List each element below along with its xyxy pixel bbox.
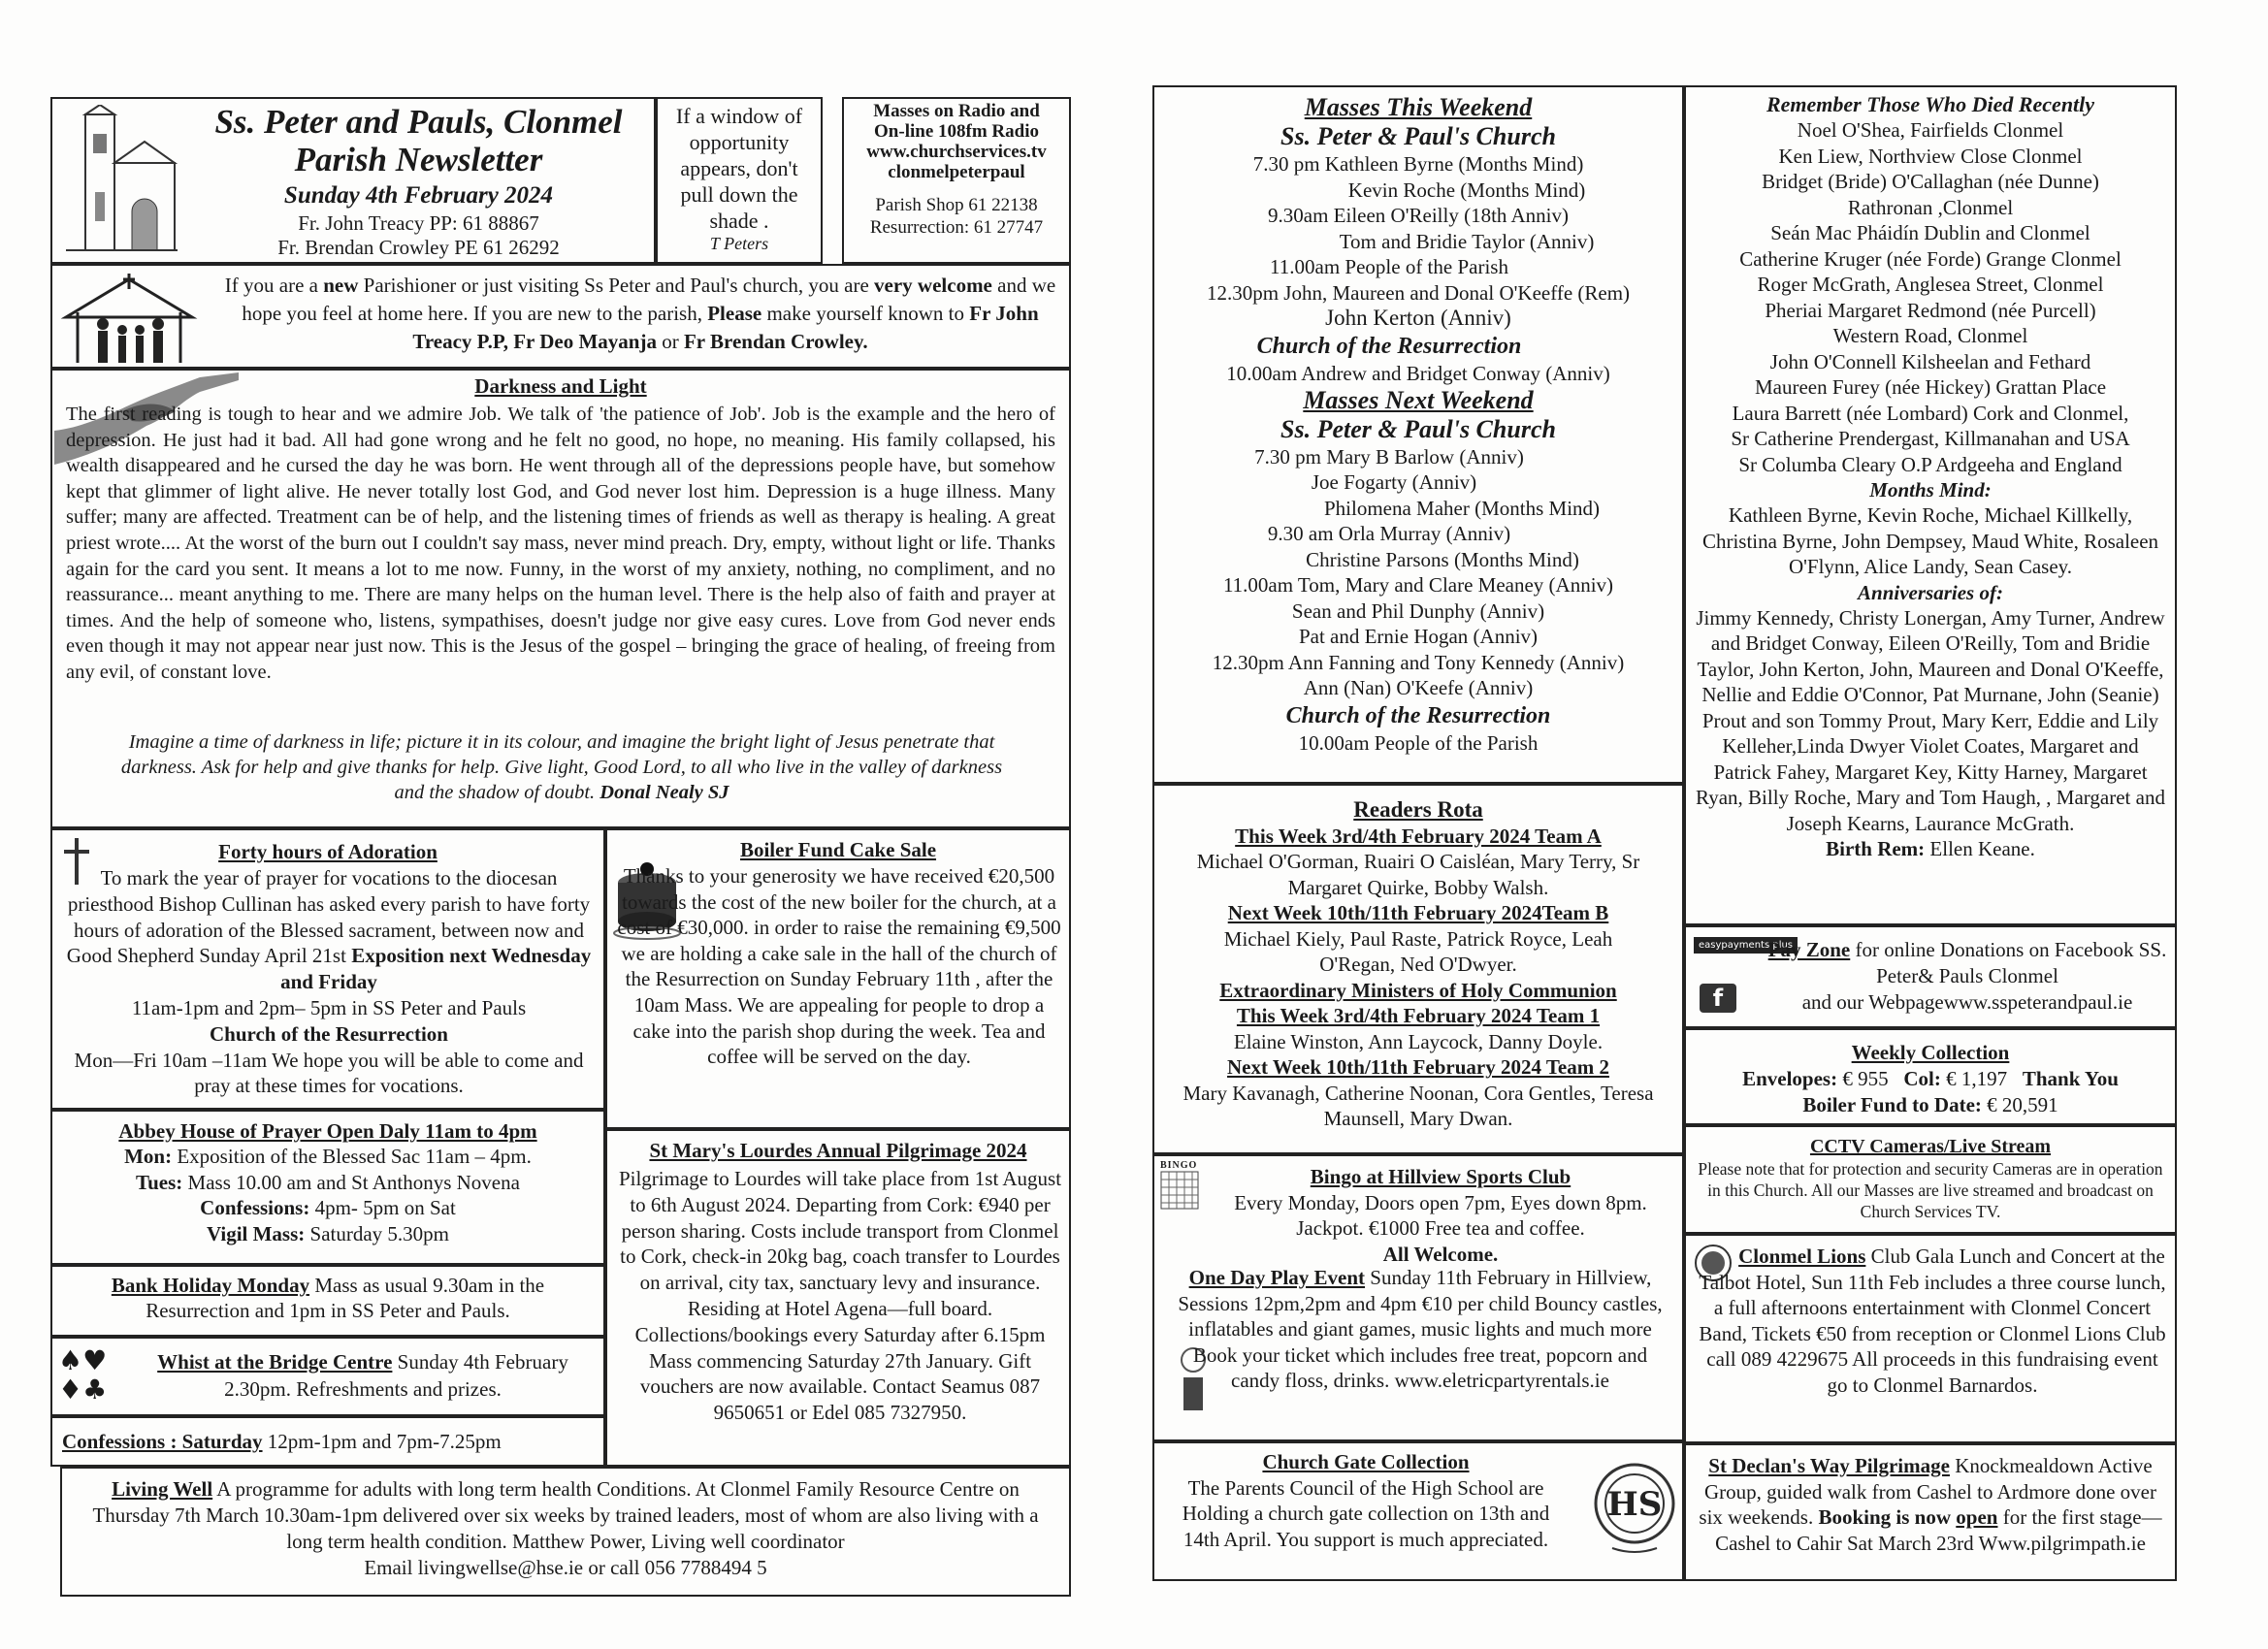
welcome-very-welcome: very welcome bbox=[874, 274, 992, 297]
remember-line: Ken Liew, Northview Close Clonmel bbox=[1778, 144, 2083, 168]
remember-line: Bridget (Bride) O'Callaghan (née Dunne) bbox=[1762, 170, 2099, 193]
payzone-body2[interactable]: and our Webpagewww.sspeterandpaul.ie bbox=[1801, 990, 2133, 1014]
readers-h1: This Week 3rd/4th February 2024 Team A bbox=[1235, 824, 1602, 848]
remember-list bbox=[1686, 117, 2175, 477]
bank-holiday-box bbox=[50, 1265, 605, 1337]
collection-title: Weekly Collection bbox=[1851, 1041, 2010, 1064]
masses-box bbox=[1152, 85, 1684, 784]
church-gate-box bbox=[1152, 1441, 1684, 1581]
envelopes-label: Envelopes: bbox=[1742, 1067, 1838, 1090]
family-church-icon bbox=[56, 274, 202, 366]
play-title: One Day Play Event bbox=[1188, 1266, 1366, 1289]
living-title: Living Well bbox=[112, 1477, 213, 1501]
abbey-conf-label: Confessions: bbox=[200, 1196, 310, 1219]
welcome-p1: If you are a bbox=[224, 274, 324, 297]
gate-body: The Parents Council of the High School are Holding a church gate collection on 13th and 14th April. You support is much appreciated. bbox=[1182, 1475, 1550, 1551]
mass-line: Christine Parsons (Months Mind) bbox=[1306, 547, 1579, 571]
play-body: Sunday 11th February in Hillview, Sessions 12pm,2pm and 4pm €10 per child Bouncy castles, inflatables and giant games, music lights and much more Book your ticket which includes free treat, popcorn and candy floss, drinks. www.eletricpartyrentals.ie bbox=[1178, 1266, 1663, 1392]
remember-line: Pheriai Margaret Redmond (née Purcell) bbox=[1765, 298, 2096, 322]
radio-line-4: clonmelpeterpaul bbox=[888, 162, 1025, 182]
col-label: Col: bbox=[1903, 1067, 1941, 1090]
masses-church3: Ss. Peter & Paul's Church bbox=[1280, 414, 1556, 443]
card-suits-icon: ♠♥ ♦♣ bbox=[58, 1344, 108, 1406]
newsletter-title: Ss. Peter and Pauls, Clonmel bbox=[214, 103, 623, 141]
darkness-title: Darkness and Light bbox=[474, 374, 647, 398]
cctv-title: CCTV Cameras/Live Stream bbox=[1809, 1136, 2052, 1157]
adoration-p2: 11am-1pm and 2pm– 5pm in SS Peter and Pauls bbox=[131, 995, 527, 1019]
cake-sale-box bbox=[605, 828, 1071, 1129]
living-well-box bbox=[60, 1467, 1071, 1597]
darkness-body: The first reading is tough to hear and we admire Job. We talk of 'the patience of Job'. Job is the example and the hero of depression. He just had it bad. All had gone wrong and he felt no good, no hope, no meaning. His family collapsed, his wealth disappeared and he cursed the day he was born. He went through all of the depressions people have, but somehow kept that glimmer of light alive. He never totally lost God, and God never lost him. Depression is a huge illness. Many suffer; many are affected. Treatment can be of help, and the listening times of friends as well as therapy is healing. A great priest wrote.... At the worst of the burn out I couldn't say mass, never mind preach. Dry, empty, without light or life. Thanks again for the card you sent. It means a lot to me now. Funny, in the worst of my anxiety, nothing, no compliment, and no reassurance... meant anything to me. There are many helps on the human level. There is the help also of faith and prayer at times. And the help of someone who, listens, sympathises, doesn't judge nor give easy cures. Love from God never ends even though it may not appear near just now. This is the Jesus of the gospel – bringing the grace of healing, of freeing from any evil, of constant love. bbox=[66, 404, 1055, 683]
newsletter-subtitle: Parish Newsletter bbox=[294, 141, 543, 178]
bingo-body: Every Monday, Doors open 7pm, Eyes down 8pm. Jackpot. €1000 Free tea and coffee. bbox=[1234, 1190, 1647, 1240]
remember-line: John O'Connell Kilsheelan and Fethard bbox=[1769, 349, 2091, 373]
col-value: € 1,197 bbox=[1940, 1067, 2008, 1090]
resurrection-phone: Resurrection: 61 27747 bbox=[869, 217, 1044, 238]
weekly-collection-box bbox=[1684, 1028, 2177, 1125]
readers-h5: Next Week 10th/11th February 2024 Team 2 bbox=[1227, 1055, 1609, 1079]
remember-line: Noel O'Shea, Fairfields Clonmel bbox=[1797, 118, 2064, 142]
adoration-title: Forty hours of Adoration bbox=[218, 840, 437, 863]
radio-line-2: On-line 108fm Radio bbox=[874, 121, 1039, 142]
abbey-box bbox=[50, 1110, 605, 1265]
pe-contact: Fr. Brendan Crowley PE 61 26292 bbox=[277, 236, 560, 259]
confessions-box bbox=[50, 1416, 605, 1467]
mass-line: 9.30am Eileen O'Reilly (18th Anniv) bbox=[1268, 204, 1569, 227]
mass-line: 9.30 am Orla Murray (Anniv) bbox=[1267, 522, 1511, 545]
lions-title: Clonmel Lions bbox=[1738, 1245, 1866, 1268]
parish-shop: Parish Shop 61 22138 bbox=[875, 195, 1038, 215]
declan-booking: Booking is now bbox=[1818, 1505, 1957, 1530]
readers-t1: Michael O'Gorman, Ruairi O Caisléan, Mary Terry, Sr Margaret Quirke, Bobby Walsh. bbox=[1196, 850, 1640, 899]
church-illustration bbox=[56, 105, 182, 260]
masses-title: Masses This Weekend bbox=[1304, 93, 1533, 121]
remember-line: Sr Columba Cleary O.P Ardgeeha and England bbox=[1738, 452, 2122, 476]
quote-box bbox=[656, 97, 823, 264]
remember-line: Catherine Kruger (née Forde) Grange Clonmel bbox=[1739, 246, 2122, 271]
bingo-icon bbox=[1160, 1160, 1203, 1210]
birth-rem: Ellen Keane. bbox=[1925, 837, 2035, 860]
payzone-title[interactable]: Pay Zone bbox=[1767, 938, 1851, 961]
abbey-vigil: Saturday 5.30pm bbox=[305, 1221, 450, 1245]
cake-title: Boiler Fund Cake Sale bbox=[739, 838, 937, 861]
remember-box bbox=[1684, 85, 2177, 925]
readers-h2: Next Week 10th/11th February 2024Team B bbox=[1227, 901, 1609, 924]
radio-line-3: www.churchservices.tv bbox=[866, 142, 1047, 162]
masses-res2: 10.00am People of the Parish bbox=[1298, 730, 1539, 755]
months-mind-title: Months Mind: bbox=[1869, 478, 1992, 501]
whist-body: Sunday 4th February 2.30pm. Refreshments and prizes. bbox=[224, 1350, 568, 1401]
anniversaries-title: Anniversaries of: bbox=[1858, 580, 2003, 604]
readers-box bbox=[1152, 784, 1684, 1154]
lourdes-box bbox=[605, 1129, 1071, 1467]
masses-week1 bbox=[1154, 151, 1682, 332]
welcome-box bbox=[50, 264, 1071, 369]
cctv-body: Please note that for protection and security Cameras are in operation in this Church. All our Masses are live streamed and broadcast on Church Services TV. bbox=[1698, 1159, 2163, 1221]
mass-line: Kevin Roche (Months Mind) bbox=[1347, 178, 1586, 202]
bank-body: Mass as usual 9.30am in the Resurrection and 1pm in SS Peter and Pauls. bbox=[146, 1274, 545, 1322]
remember-line: Western Road, Clonmel bbox=[1832, 324, 2028, 347]
quote-text: If a window of opportunity appears, don't pull down the shade . bbox=[675, 104, 803, 233]
readers-h3: Extraordinary Ministers of Holy Communion bbox=[1219, 978, 1617, 1002]
adoration-p3: Mon—Fri 10am –11am We hope you will be able to come and pray at these times for vocations. bbox=[74, 1048, 584, 1098]
lions-text bbox=[1696, 1244, 2169, 1399]
bank-title: Bank Holiday Monday bbox=[111, 1274, 310, 1297]
abbey-vigil-label: Vigil Mass: bbox=[206, 1221, 306, 1245]
masses-res1: 10.00am Andrew and Bridget Conway (Anniv) bbox=[1226, 361, 1610, 385]
darkness-light-box bbox=[50, 369, 1071, 828]
readers-t5: Mary Kavanagh, Catherine Noonan, Cora Gentles, Teresa Maunsell, Mary Dwan. bbox=[1183, 1081, 1654, 1130]
abbey-tues-label: Tues: bbox=[136, 1170, 183, 1194]
remember-line: Sr Catherine Prendergast, Killmanahan and USA bbox=[1731, 427, 2130, 450]
birth-rem-label: Birth Rem: bbox=[1826, 837, 1926, 860]
living-email: Email livingwellse@hse.ie or call 056 7788494 5 bbox=[364, 1556, 767, 1579]
mass-line: Sean and Phil Dunphy (Anniv) bbox=[1291, 598, 1545, 623]
welcome-text bbox=[217, 272, 1063, 356]
masses-church1: Ss. Peter & Paul's Church bbox=[1280, 122, 1556, 150]
bingo-welcome: All Welcome. bbox=[1382, 1242, 1499, 1266]
readers-t4: Elaine Winston, Ann Laycock, Danny Doyle. bbox=[1233, 1029, 1604, 1053]
masses-week2 bbox=[1154, 444, 1682, 701]
readers-h4: This Week 3rd/4th February 2024 Team 1 bbox=[1236, 1004, 1601, 1027]
remember-title: Remember Those Who Died Recently bbox=[1766, 92, 2095, 116]
darkness-author: Donal Nealy SJ bbox=[599, 782, 729, 803]
quote-author: T Peters bbox=[709, 234, 769, 253]
bingo-title: Bingo at Hillview Sports Club bbox=[1310, 1165, 1571, 1188]
adoration-box bbox=[50, 828, 605, 1110]
abbey-tues: Mass 10.00 am and St Anthonys Novena bbox=[182, 1170, 520, 1194]
radio-line-1: Masses on Radio and bbox=[873, 101, 1040, 121]
declan-body2: for the first stage—Cashel to Cahir Sat March 23rd Www.pilgrimpath.ie bbox=[1715, 1505, 2162, 1555]
gate-title: Church Gate Collection bbox=[1262, 1450, 1470, 1473]
welcome-name3: Fr Brendan Crowley. bbox=[683, 330, 868, 353]
mass-line: 7.30 pm Kathleen Byrne (Months Mind) bbox=[1252, 152, 1584, 176]
newsletter-date: Sunday 4th February 2024 bbox=[283, 182, 554, 209]
mass-line: 12.30pm Ann Fanning and Tony Kennedy (Anniv) bbox=[1212, 650, 1625, 674]
svg-text:HS: HS bbox=[1606, 1485, 1663, 1524]
remember-line: Seán Mac Pháidín Dublin and Clonmel bbox=[1770, 221, 2090, 244]
welcome-new: new bbox=[323, 274, 359, 297]
masses-title2: Masses Next Weekend bbox=[1303, 385, 1534, 414]
masthead-box bbox=[50, 97, 656, 264]
bingo-icon-text: BINGO bbox=[1160, 1160, 1198, 1171]
welcome-or: or bbox=[656, 330, 684, 353]
pp-contact: Fr. John Treacy PP: 61 88867 bbox=[298, 211, 539, 235]
payzone-box bbox=[1684, 925, 2177, 1028]
lions-box bbox=[1684, 1234, 2177, 1443]
thank-you: Thank You bbox=[2022, 1067, 2119, 1090]
living-body: A programme for adults with long term health Conditions. At Clonmel Family Resource Centre on Thursday 7th March 10.30am-1pm delivered over six weeks by trained leaders, most of whom are also living with a long term health condition. Matthew Power, Living well coordinator bbox=[92, 1477, 1039, 1553]
adoration-bold2: Church of the Resurrection bbox=[210, 1021, 448, 1046]
adoration-p1: To mark the year of prayer for vocations to the diocesan priesthood Bishop Cullinan has asked every parish to have forty hours of adoration of the Blessed sacrament, between now and Good Shepherd Sunday April 21st bbox=[66, 866, 591, 968]
welcome-please: Please bbox=[707, 302, 762, 325]
radio-box bbox=[842, 97, 1071, 264]
confessions-title: Confessions : Saturday bbox=[62, 1430, 263, 1453]
masses-church2: Church of the Resurrection bbox=[1256, 333, 1522, 359]
declan-open: open bbox=[1956, 1505, 1998, 1530]
declan-title: St Declan's Way Pilgrimage bbox=[1708, 1454, 1950, 1477]
readers-title: Readers Rota bbox=[1353, 797, 1483, 822]
mass-line: 7.30 pm Mary B Barlow (Anniv) bbox=[1254, 444, 1524, 469]
declan-body1: Knockmealdown Active Group, guided walk from Cashel to Ardmore done over six weekends. bbox=[1699, 1454, 2156, 1530]
st-declans-box bbox=[1684, 1443, 2177, 1581]
adoration-text bbox=[62, 865, 596, 1099]
lourdes-body: Pilgrimage to Lourdes will take place from 1st August to 6th August 2024. Departing from Cork: €940 per person sharing. Costs include transport from Clonmel to Cork, check-in 20kg bag, coach transfer to Lourdes on arrival, city tax, sanctuary levy and insurance. Residing at Hotel Agena—full board. Collections/bookings every Saturday after 6.15pm Mass commencing Saturday 27th January. Gift vouchers are now available. Contact Seamus 087 9650651 or Edel 085 7327950. bbox=[618, 1167, 1062, 1425]
mass-line: Joe Fogarty (Anniv) bbox=[1311, 470, 1477, 494]
remember-line: Rathronan ,Clonmel bbox=[1847, 195, 2014, 219]
mass-line: Pat and Ernie Hogan (Anniv) bbox=[1298, 625, 1539, 648]
abbey-mon-label: Mon: bbox=[124, 1145, 173, 1168]
abbey-mon: Exposition of the Blessed Sac 11am – 4pm. bbox=[172, 1145, 532, 1168]
cctv-box bbox=[1684, 1125, 2177, 1234]
whist-box bbox=[50, 1337, 605, 1416]
abbey-title: Abbey House of Prayer Open Daly 11am to 4pm bbox=[118, 1119, 537, 1143]
remember-line: Maureen Furey (née Hickey) Grattan Place bbox=[1754, 375, 2107, 399]
cake-body: Thanks to your generosity we have received €20,500 towards the cost of the new boiler for the church, at a cost of €30,000. in order to raise the remaining €9,500 we are holding a cake sale in the hall of the church of the Resurrection on Sunday February 11th , after the 10am Mass. We are appealing for people to drop a cake into the parish shop during the week. Tea and coffee will be served on the day. bbox=[617, 864, 1061, 1069]
payzone-body1: for online Donations on Facebook SS. Peter& Pauls Clonmel bbox=[1850, 938, 2167, 987]
mass-line: 12.30pm John, Maureen and Donal O'Keeffe (Rem) bbox=[1206, 280, 1631, 305]
facebook-icon: f bbox=[1700, 984, 1736, 1013]
remember-line: Laura Barrett (née Lombard) Cork and Clonmel, bbox=[1732, 401, 2129, 425]
mass-line: Philomena Maher (Months Mind) bbox=[1323, 496, 1601, 520]
months-mind-list: Kathleen Byrne, Kevin Roche, Michael Killkelly, Christina Byrne, John Dempsey, Maud White, Rosaleen O'Flynn, Alice Landy, Sean Casey. bbox=[1701, 503, 2159, 578]
masses-church4: Church of the Resurrection bbox=[1285, 702, 1551, 728]
mass-line: Ann (Nan) O'Keefe (Anniv) bbox=[1303, 676, 1534, 699]
easypayments-badge-text: easypayments plus bbox=[1699, 940, 1794, 951]
envelopes-value: € 955 bbox=[1837, 1067, 1889, 1090]
welcome-p4: make yourself known to bbox=[761, 302, 970, 325]
mass-line: 11.00am People of the Parish bbox=[1270, 255, 1508, 278]
remember-line: Roger McGrath, Anglesea Street, Clonmel bbox=[1757, 273, 2104, 296]
whist-title: Whist at the Bridge Centre bbox=[157, 1350, 393, 1374]
lions-body: Club Gala Lunch and Concert at the Talbot Hotel, Sun 11th Feb includes a three course lunch, a full afternoons entertainment with Clonmel Concert Band, Tickets €50 from reception or Clonmel Lions Club call 089 4229675 All proceeds in this fundraising event go to Clonmel Barnardos. bbox=[1699, 1245, 2166, 1397]
welcome-p3: and we hope you feel at home here. If you are new to the parish, bbox=[242, 274, 1056, 325]
readers-t2: Michael Kiely, Paul Raste, Patrick Royce, Leah O'Regan, Ned O'Dwyer. bbox=[1223, 926, 1613, 976]
darkness-prayer: Imagine a time of darkness in life; picture it in its colour, and imagine the bright light of Jesus penetrate that darkness. Ask for help and give thanks for help. Give light, Good Lord, to all who live in the valley of darkness and the shadow of doubt. bbox=[120, 731, 1003, 803]
mass-line: 11.00am Tom, Mary and Clare Meaney (Anniv) bbox=[1222, 573, 1614, 597]
welcome-p2: Parishioner or just visiting Ss Peter and Paul's church, you are bbox=[358, 274, 875, 297]
mass-line: Tom and Bridie Taylor (Anniv) bbox=[1339, 229, 1595, 253]
lourdes-title: St Mary's Lourdes Annual Pilgrimage 2024 bbox=[649, 1139, 1027, 1162]
welcome-names: Fr John Treacy P.P, Fr Deo Mayanja bbox=[412, 302, 1039, 353]
bingo-box bbox=[1152, 1154, 1684, 1441]
anniversaries-list: Jimmy Kennedy, Christy Lonergan, Amy Turner, Andrew and Bridget Conway, Eileen O'Reilly, Tom and Bridie Taylor, John Kerton, John, Maureen and Donal O'Keeffe, Nellie and Eddie O'Connor, Pat Murnane, John (Seanie) Prout and son Tommy Prout, Mary Kerr, Eddie and Lily Kelleher,Linda Dwyer Violet Coates, Margaret and Patrick Fahey, Margaret Key, Kitty Harney, Margaret Ryan, Billy Roche, Mary and Tom Haugh, , Margaret and Joseph Kearns, Laurance McGrath. bbox=[1696, 605, 2165, 835]
boiler-label: Boiler Fund to Date: bbox=[1802, 1093, 1982, 1116]
confessions-body: 12pm-1pm and 7pm-7.25pm bbox=[262, 1430, 502, 1453]
boiler-value: € 20,591 bbox=[1981, 1093, 2058, 1116]
abbey-conf: 4pm- 5pm on Sat bbox=[309, 1196, 456, 1219]
adoration-bold1: Exposition next Wednesday and Friday bbox=[280, 944, 592, 994]
high-school-crest-icon bbox=[1593, 1455, 1676, 1558]
mass-line: John Kerton (Anniv) bbox=[1325, 306, 1511, 330]
